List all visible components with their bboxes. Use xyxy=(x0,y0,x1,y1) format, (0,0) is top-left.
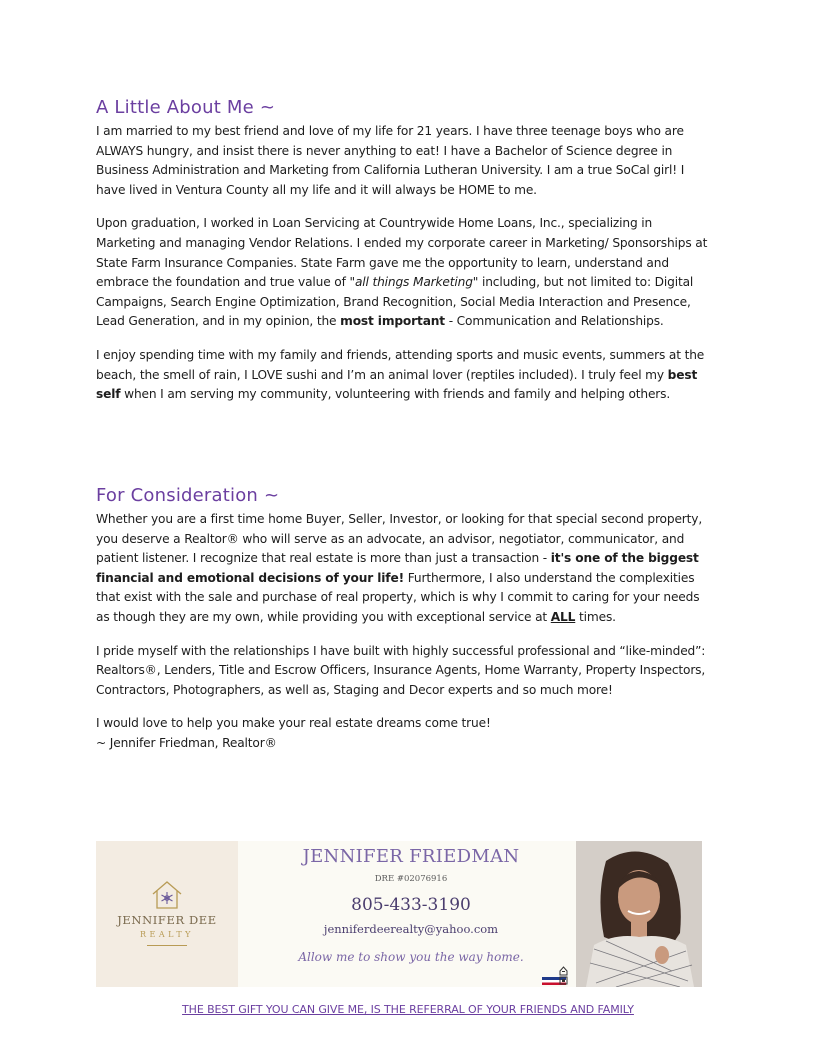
cons-p1-text-b: Furthermore, I also understand the complexities that exist with the sale and purchase of real property, which is why I commit to caring for your needs as though they are my own, while providing you with exceptional service at xyxy=(96,570,700,624)
about-p2-text-b: including, but not limited to: Digital Campaigns, Search Engine Optimization, Brand Recognition, Social Media Interaction and Presence, Lead Generation, and in my opinion, the xyxy=(96,275,694,329)
phone-number[interactable]: 805-433-3190 xyxy=(351,895,471,915)
card-contact-info xyxy=(246,841,576,987)
about-p2-italic: "all things Marketing" xyxy=(349,275,479,290)
logo-divider xyxy=(147,945,187,946)
about-p2-text-a: Upon graduation, I worked in Loan Servicing at Countrywide Home Loans, Inc., specializing in Marketing and managing Vendor Relations. I ended my corporate career in Marketing/ Sponsorships at State Farm Insurance Companies. State Farm gave me the opportunity to learn, understand and embrace the foundation and true value of xyxy=(96,216,708,290)
brokerage-logo xyxy=(96,841,238,987)
about-p2-text-c: - Communication and Relationships. xyxy=(444,314,664,329)
about-p3-bold: best self xyxy=(96,367,698,402)
about-p3-text-b: when I am serving my community, volunteering with friends and family and helping others. xyxy=(120,387,671,402)
about-paragraph-1: I am married to my best friend and love of my life for 21 years. I have three teenage boys who are ALWAYS hungry, and insist there is never anything to eat! I have a Bachelor of Science degree in Business Administration and Marketing from California Lutheran University. I am a true SoCal girl! I have lived in Ventura County all my life and it will always be HOME to me. xyxy=(96,124,685,197)
closing-block xyxy=(96,714,708,753)
about-heading: A Little About Me ~ xyxy=(96,97,276,118)
agent-photo xyxy=(576,841,702,987)
tagline: Allow me to show you the way home. xyxy=(298,950,524,964)
email-address[interactable]: jenniferdeerealty@yahoo.com xyxy=(323,922,499,936)
consideration-section xyxy=(96,484,708,754)
house-logo-icon xyxy=(150,879,184,911)
consideration-paragraph-2: I pride myself with the relationships I have built with highly successful professional and “like-minded”: Realtors®, Lenders, Title and Escrow Officers, Insurance Agents, Home Warranty, Property Inspectors, Contractors, Photographers, as well as, Staging and Decor experts and so much more! xyxy=(96,643,706,697)
about-paragraph-2 xyxy=(96,214,708,332)
consideration-paragraph-1 xyxy=(96,510,708,628)
consideration-heading: For Consideration ~ xyxy=(96,485,280,506)
about-p3-text-a: I enjoy spending time with my family and friends, attending sports and music events, summers at the beach, the smell of rain, I LOVE sushi and I’m an animal lover (reptiles included). I truly feel my xyxy=(96,347,705,382)
logo-name: JENNIFER DEE xyxy=(117,913,217,927)
logo-subtitle: REALTY xyxy=(140,930,194,939)
business-card-banner xyxy=(96,841,702,987)
cons-p1-text-a: Whether you are a first time home Buyer, Seller, Investor, or looking for that special second property, you deserve a Realtor® who will serve as an advocate, an advisor, negotiator, communicator, and patient listener. I recognize that real estate is more than just a transaction - xyxy=(96,512,703,566)
agent-name: JENNIFER FRIEDMAN xyxy=(302,846,520,867)
closing-line: I would love to help you make your real estate dreams come true! xyxy=(96,716,491,731)
signature-line: ~ Jennifer Friedman, Realtor® xyxy=(96,735,277,750)
equal-housing-icon xyxy=(559,965,568,985)
cons-p1-all: ALL xyxy=(550,609,576,624)
cons-p1-text-c: times. xyxy=(575,609,616,624)
referral-link[interactable]: THE BEST GIFT YOU CAN GIVE ME, IS THE REFERRAL OF YOUR FRIENDS AND FAMILY xyxy=(182,1003,634,1016)
about-p2-bold: most important xyxy=(340,314,445,329)
about-paragraph-3 xyxy=(96,346,708,405)
cons-p1-bold: it's one of the biggest financial and emotional decisions of your life! xyxy=(96,551,699,585)
about-section xyxy=(96,96,708,419)
dre-number: DRE #02076916 xyxy=(374,874,448,884)
